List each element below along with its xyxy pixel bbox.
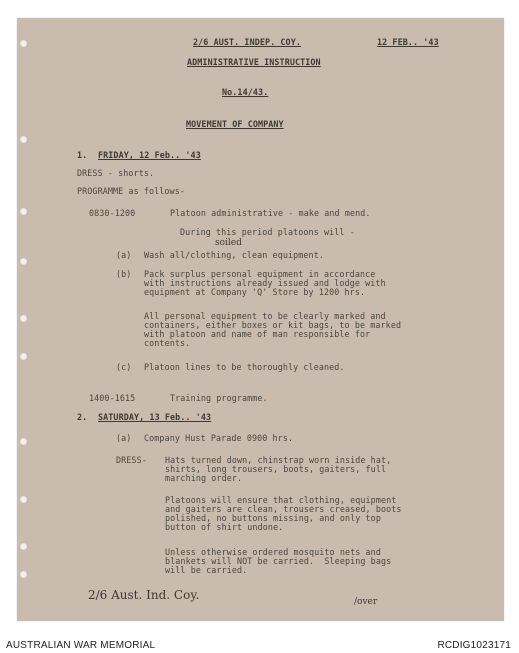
- platoons-line: button of shirt undone.: [165, 522, 284, 532]
- platoons-line: Platoons will ensure that clothing, equipment: [165, 495, 397, 505]
- time-slot-1-text: Platoon administrative - make and mend.: [170, 208, 371, 218]
- instruction-number: No.14/43.: [222, 87, 269, 97]
- item-b-line: Pack surplus personal equipment in accordance: [144, 269, 376, 279]
- note-line: containers, either boxes or kit bags, to be marked: [144, 320, 402, 330]
- section-2-item-a-text: Company Hust Parade 0900 hrs.: [144, 433, 294, 443]
- section-2-number: 2.: [77, 412, 88, 422]
- item-b-label: (b): [116, 269, 132, 279]
- section-2-dress-line: marching order.: [165, 473, 243, 483]
- punch-hole: [20, 315, 27, 322]
- unless-line: Unless otherwise ordered mosquito nets and: [165, 547, 381, 557]
- footer-source: AUSTRALIAN WAR MEMORIAL: [6, 640, 156, 651]
- section-2-dress-label: DRESS-: [116, 455, 147, 465]
- punch-hole: [20, 353, 27, 360]
- footer-bar: [0, 628, 519, 653]
- dress-line: DRESS - shorts.: [77, 168, 155, 178]
- section-1-number: 1.: [77, 150, 88, 160]
- section-2-heading: SATURDAY, 13 Feb.. '43: [98, 412, 212, 422]
- item-b-line: equipment at Company 'Q' Store by 1200 hrs.: [144, 287, 366, 297]
- item-a-text: Wash all/clothing, clean equipment.: [144, 250, 324, 260]
- handwritten-insertion: soiled: [215, 238, 242, 248]
- item-c-text: Platoon lines to be thoroughly cleaned.: [144, 362, 345, 372]
- punch-hole: [20, 136, 27, 143]
- section-1-heading: FRIDAY, 12 Feb.. '43: [98, 150, 201, 160]
- during-line: During this period platoons will -: [180, 227, 355, 237]
- platoons-line: polished, no buttons missing, and only top: [165, 513, 381, 523]
- subject-heading: MOVEMENT OF COMPANY: [186, 119, 284, 129]
- over-note: /over: [354, 597, 378, 607]
- note-line: All personal equipment to be clearly marked and: [144, 311, 386, 321]
- note-line: contents.: [144, 338, 191, 348]
- section-2-item-a-label: (a): [116, 433, 132, 443]
- platoons-line: and gaiters are clean, trousers creased, boots: [165, 504, 402, 514]
- time-slot-1: 0830-1200: [89, 208, 136, 218]
- signature-unit: 2/6 Aust. Ind. Coy.: [88, 588, 200, 602]
- section-2-dress-line: shirts, long trousers, boots, gaiters, full: [165, 464, 387, 474]
- document-title: ADMINISTRATIVE INSTRUCTION: [187, 57, 321, 67]
- punch-hole: [20, 571, 27, 578]
- punch-hole: [20, 258, 27, 265]
- time-slot-2-text: Training programme.: [170, 393, 268, 403]
- item-b-line: with instructions already issued and lodge with: [144, 278, 386, 288]
- item-a-label: (a): [116, 250, 132, 260]
- punch-hole: [20, 208, 27, 215]
- footer-id: RCDIG1023171: [437, 640, 511, 651]
- unless-line: blankets will NOT be carried. Sleeping bags: [165, 556, 392, 566]
- note-line: with platoon and name of man responsible for: [144, 329, 371, 339]
- punch-hole: [20, 496, 27, 503]
- punch-hole: [20, 40, 27, 47]
- section-2-dress-line: Hats turned down, chinstrap worn inside hat,: [165, 455, 392, 465]
- header-date: 12 FEB.. '43: [377, 37, 439, 47]
- time-slot-2: 1400-1615: [89, 393, 136, 403]
- punch-hole: [20, 438, 27, 445]
- punch-hole: [20, 543, 27, 550]
- programme-line: PROGRAMME as follows-: [77, 186, 185, 196]
- header-unit: 2/6 AUST. INDEP. COY.: [193, 37, 301, 47]
- unless-line: will be carried.: [165, 565, 248, 575]
- item-c-label: (c): [116, 362, 132, 372]
